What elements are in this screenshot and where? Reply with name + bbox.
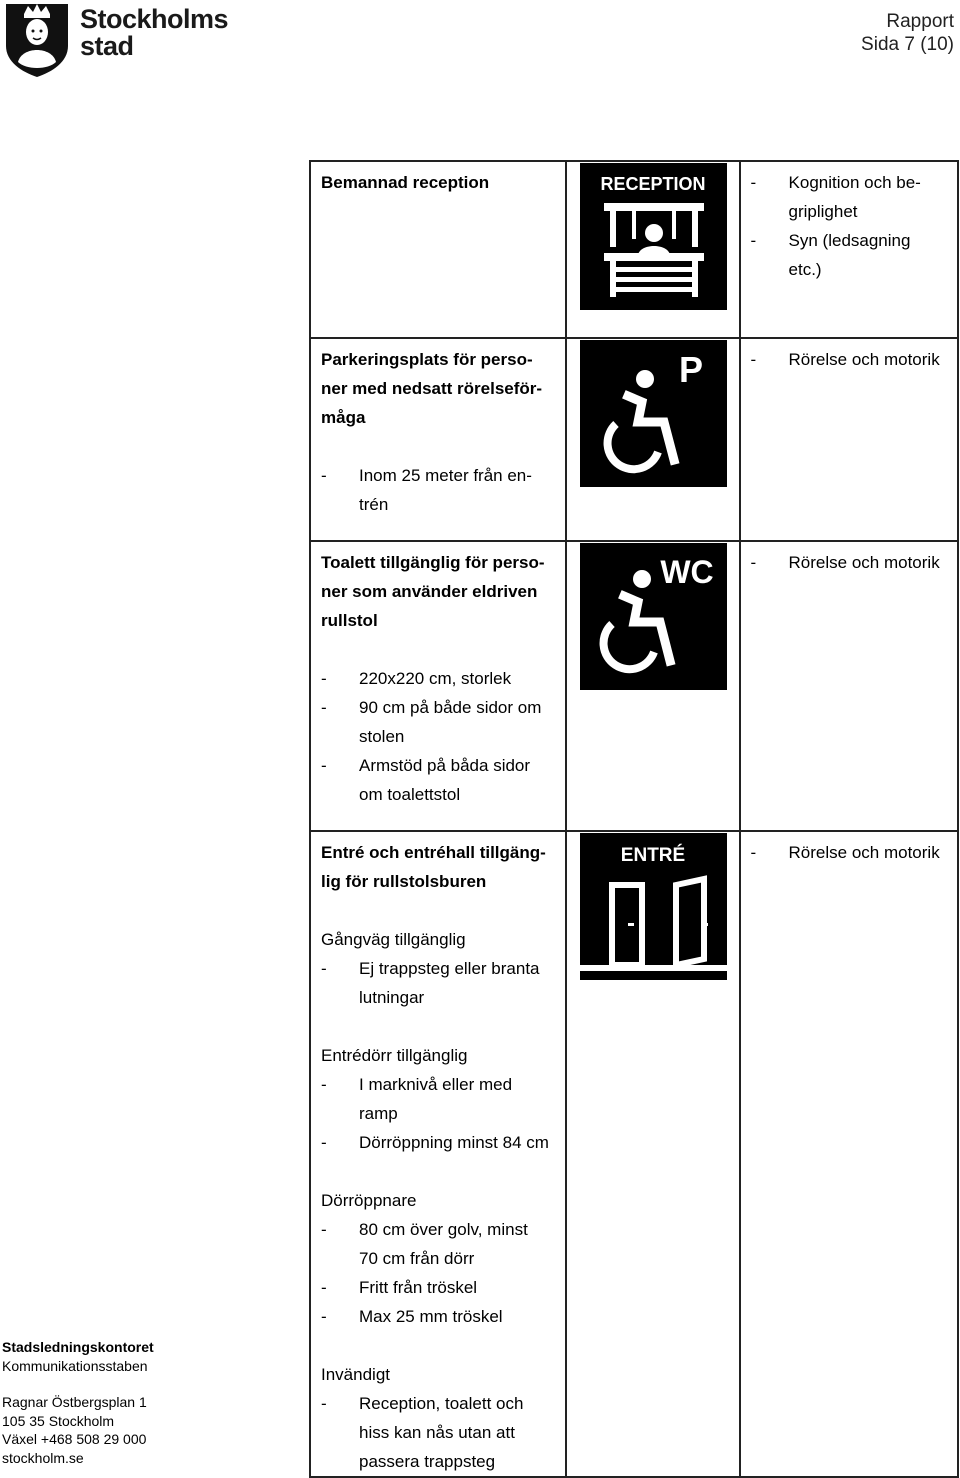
category-item: griplighet bbox=[788, 202, 858, 221]
category-item: Rörelse och motorik bbox=[788, 350, 940, 369]
entrance-door-icon bbox=[580, 833, 727, 980]
requirement-item: hiss kan nås utan att bbox=[359, 1423, 515, 1442]
requirement-item: passera trappsteg bbox=[359, 1452, 496, 1471]
footer-web: stockholm.se bbox=[2, 1449, 84, 1466]
footer-address: Ragnar Östbergsplan 1 bbox=[2, 1394, 147, 1410]
accessible-parking-icon bbox=[580, 340, 727, 487]
requirement-item: 70 cm från dörr bbox=[359, 1249, 475, 1268]
category-item: Kognition och be- bbox=[788, 173, 921, 192]
footer-postal: 105 35 Stockholm bbox=[2, 1412, 115, 1429]
requirement-item: 90 cm på både sidor om bbox=[359, 698, 542, 717]
icon-label: P bbox=[678, 349, 703, 390]
row-title: lig för rullstolsburen bbox=[321, 872, 487, 891]
requirement-item: I marknivå eller med bbox=[359, 1075, 513, 1094]
requirement-item: Dörröppning minst 84 cm bbox=[359, 1133, 549, 1152]
section-heading: Dörröppnare bbox=[321, 1191, 417, 1210]
row-title: rullstol bbox=[321, 611, 378, 630]
stockholm-logo bbox=[4, 0, 244, 80]
row-title: Toalett tillgänglig för perso- bbox=[321, 553, 545, 572]
requirement-item: Ej trappsteg eller branta bbox=[359, 959, 540, 978]
requirement-item: Inom 25 meter från en- bbox=[359, 466, 532, 485]
requirement-item: Armstöd på båda sidor bbox=[359, 756, 531, 775]
category-item: Rörelse och motorik bbox=[788, 843, 940, 862]
table-row: Toalett tillgänglig för perso- ner som använder eldriven rullstol - 220x220 cm, storlek - 90 cm på både sidor om stolen - Armstöd på båda sidor om toalettstol WC - Rörelse och motorik bbox=[310, 541, 958, 831]
accessibility-table bbox=[309, 160, 959, 1478]
category-item: Syn (ledsagning bbox=[788, 231, 911, 250]
requirement-item: stolen bbox=[359, 727, 405, 746]
requirement-item: trén bbox=[359, 495, 389, 514]
footer-dept: Kommunikationsstaben bbox=[2, 1357, 148, 1374]
category-item: etc.) bbox=[788, 260, 822, 279]
table-row: Bemannad reception RECEPTION - Kognition och be- griplighet - Syn (ledsagning etc.) bbox=[310, 161, 958, 338]
requirement-item: Fritt från tröskel bbox=[359, 1278, 478, 1297]
coat-of-arms-icon bbox=[4, 0, 70, 78]
table-row: Entré och entréhall tillgäng- lig för rullstolsburen Gångväg tillgänglig - Ej trappsteg eller branta lutningar Entrédörr tillgänglig - I marknivå eller med ramp - Dörröppning minst 84 cm Dörröppnare - 80 cm över golv, minst 70 cm från dörr - Fritt från tröskel - Max 25 mm tröskel Invändigt - Reception, toalett och hiss kan nås utan att passera trappsteg ENTRÉ - Rörelse och motorik bbox=[310, 831, 958, 1477]
accessible-wc-icon bbox=[580, 543, 727, 690]
requirement-item: om toalettstol bbox=[359, 785, 461, 804]
section-heading: Entrédörr tillgänglig bbox=[321, 1046, 468, 1065]
page-number: Sida 7 (10) bbox=[861, 34, 954, 55]
row-title: måga bbox=[321, 408, 366, 427]
row-title: Entré och entréhall tillgäng- bbox=[321, 843, 546, 862]
footer-phone: Växel +468 508 29 000 bbox=[2, 1431, 147, 1447]
icon-label: WC bbox=[660, 554, 714, 590]
logo-line-2: stad bbox=[80, 31, 134, 61]
footer-org: Stadsledningskontoret bbox=[2, 1339, 154, 1355]
requirement-item: 220x220 cm, storlek bbox=[359, 669, 512, 688]
requirement-item: lutningar bbox=[359, 988, 425, 1007]
row-title: ner som använder eldriven bbox=[321, 582, 538, 601]
section-heading: Gångväg tillgänglig bbox=[321, 930, 466, 949]
icon-label: ENTRÉ bbox=[620, 845, 685, 866]
report-header bbox=[861, 10, 954, 56]
logo-line-1: Stockholms bbox=[80, 4, 229, 34]
row-title: Bemannad reception bbox=[321, 173, 490, 192]
icon-label: RECEPTION bbox=[600, 174, 706, 194]
report-label: Rapport bbox=[886, 11, 954, 32]
requirement-item: Reception, toalett och bbox=[359, 1394, 524, 1413]
requirement-item: ramp bbox=[359, 1104, 398, 1123]
requirement-item: Max 25 mm tröskel bbox=[359, 1307, 503, 1326]
footer bbox=[2, 1338, 154, 1467]
row-title: Parkeringsplats för perso- bbox=[321, 350, 533, 369]
category-item: Rörelse och motorik bbox=[788, 553, 940, 572]
reception-sign-icon bbox=[580, 163, 727, 310]
requirement-item: 80 cm över golv, minst bbox=[359, 1220, 528, 1239]
row-title: ner med nedsatt rörelseför- bbox=[321, 379, 543, 398]
section-heading: Invändigt bbox=[321, 1365, 390, 1384]
table-row: Parkeringsplats för perso- ner med nedsatt rörelseför- måga - Inom 25 meter från en- trén P - Rörelse och motorik bbox=[310, 338, 958, 541]
